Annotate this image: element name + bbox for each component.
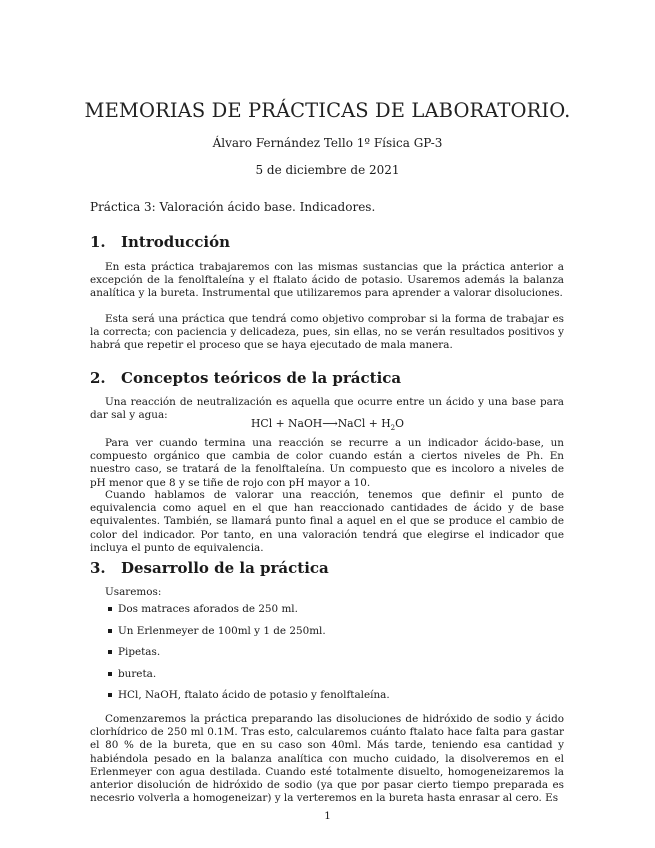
chemical-equation bbox=[0, 417, 655, 432]
paragraph: Cuando hablamos de valorar una reacción, tenemos que definir el punto de equivalencia como aquel en el que han reaccionado cantidades de ácido y de base equivalentes. También, se llamará punto final a aquel en el que se produce el cambio de color del indicador. Por tanto, en una valoración tendrá que elegirse el indicador que incluya el punto de equivalencia. bbox=[90, 489, 564, 554]
list-item: Dos matraces aforados de 250 ml. bbox=[90, 603, 564, 625]
bullet-icon bbox=[108, 629, 112, 633]
section-heading-desarrollo bbox=[90, 559, 329, 577]
list-item: Un Erlenmeyer de 100ml y 1 de 250ml. bbox=[90, 625, 564, 647]
list-item: bureta. bbox=[90, 668, 564, 690]
bullet-icon bbox=[108, 650, 112, 654]
section-title: Desarrollo de la práctica bbox=[121, 559, 329, 577]
bullet-icon bbox=[108, 607, 112, 611]
section-number: 2. bbox=[90, 369, 106, 387]
section-title: Conceptos teóricos de la práctica bbox=[121, 369, 402, 387]
section-number: 1. bbox=[90, 233, 106, 251]
bullet-icon bbox=[108, 672, 112, 676]
bullet-icon bbox=[108, 693, 112, 697]
section-number: 3. bbox=[90, 559, 106, 577]
paragraph: Esta será una práctica que tendrá como objetivo comprobar si la forma de trabajar es la correcta; con paciencia y delicadeza, pues, sin ellas, no se verán resultados positivos y habrá que repetir el proceso que se haya ejecutado de mala manera. bbox=[90, 313, 564, 352]
equation-right: NaCl + H bbox=[337, 417, 391, 430]
document-author: Álvaro Fernández Tello 1º Física GP-3 bbox=[212, 136, 443, 150]
section-heading-conceptos bbox=[90, 369, 401, 387]
paragraph: Comenzaremos la práctica preparando las disoluciones de hidróxido de sodio y ácido clorhídrico de 250 ml 0.1M. Tras esto, calcularemos cuánto ftalato hace falta para gastar el 80 % de la bureta, que en su caso son 40ml. Más tarde, teniendo esa cantidad y habiéndola pesado en la balanza analítica con mucho cuidado, la disolveremos en el Erlenmeyer con agua destilada. Cuando esté totalmente disuelto, homogeneizaremos la anterior disolución de hidróxido de sodio (ya que por pasar cierto tiempo preparada es necesrio volverla a homogeneizar) y la verteremos en la bureta hasta enrasar al cero. Es bbox=[90, 713, 564, 805]
document-title: MEMORIAS DE PRÁCTICAS DE LABORATORIO. bbox=[84, 99, 571, 122]
section-title: Introducción bbox=[121, 233, 231, 251]
paragraph: Para ver cuando termina una reacción se recurre a un indicador ácido-base, un compuesto orgánico que cambia de color cuando están a ciertos niveles de Ph. En nuestro caso, se tratará de la fenolftaleína. Un compuesto que es incoloro a niveles de pH menor que 8 y se tiñe de rojo con pH mayor a 10. bbox=[90, 437, 564, 489]
equation-left: HCl + NaOH bbox=[251, 417, 323, 430]
equation-tail: O bbox=[395, 417, 404, 430]
equation-arrow: ⟶ bbox=[322, 417, 338, 430]
list-item: Pipetas. bbox=[90, 646, 564, 668]
paragraph: En esta práctica trabajaremos con las mismas sustancias que la práctica anterior a excepción de la fenolftaleína y el ftalato ácido de potasio. Usaremos además la balanza analítica y la bureta. Instrumental que utilizaremos para aprender a valorar disoluciones. bbox=[90, 261, 564, 300]
document-date: 5 de diciembre de 2021 bbox=[255, 163, 400, 177]
paragraph: Una reacción de neutralización es aquella que ocurre entre un ácido y una base para dar sal y agua: bbox=[90, 396, 564, 422]
paragraph: Usaremos: bbox=[105, 586, 162, 598]
equation-subscript: 2 bbox=[390, 424, 396, 433]
list-item: HCl, NaOH, ftalato ácido de potasio y fenolftaleína. bbox=[90, 689, 564, 711]
materials-list bbox=[90, 603, 564, 711]
section-heading-introduccion bbox=[90, 233, 230, 251]
document-subtitle: Práctica 3: Valoración ácido base. Indicadores. bbox=[90, 200, 376, 214]
page-number: 1 bbox=[324, 810, 331, 822]
